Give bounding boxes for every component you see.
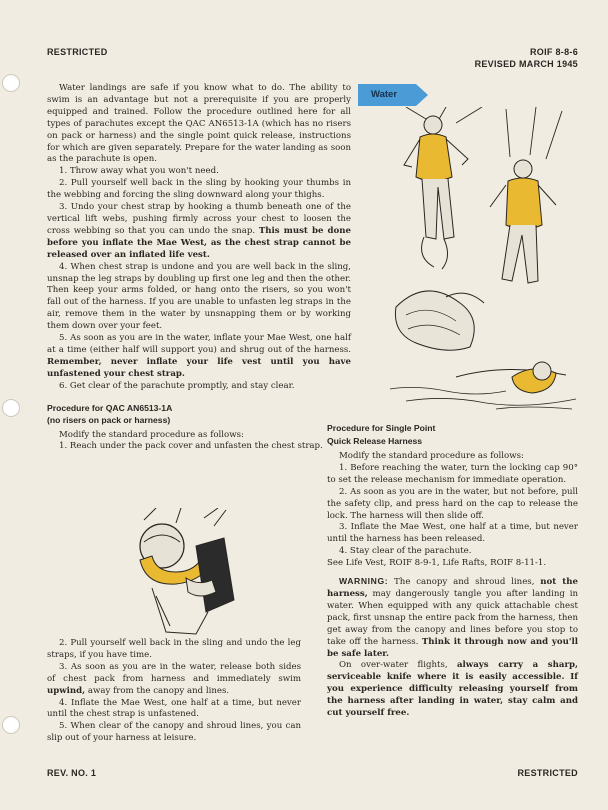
see-also-reference: See Life Vest, ROIF 8-9-1, Life Rafts, ROIF 8-11-1. [327, 558, 547, 569]
qac-step-5: 5. When clear of the canopy and shroud lines, you can slip out of your harness at leisure. [47, 721, 301, 744]
qac-step-1: 1. Reach under the pack cover and unfasten the chest strap. [59, 441, 323, 452]
punch-hole [2, 399, 20, 417]
spqr-step-1: 1. Before reaching the water, turn the locking cap 90° to set the release mechanism for immediate operation. [327, 462, 578, 485]
right-column-text [327, 422, 578, 720]
spqr-title-line-2: Quick Release Harness [327, 435, 423, 446]
step-1: 1. Throw away what you won't need. [59, 166, 219, 177]
overwater-paragraph: On over-water flights, always carry a sharp, serviceable knife where it is easily accessible. If you experience difficulty releasing yourself from the harness after landing in water, stay calm and cut yourself free. [327, 660, 578, 719]
punch-hole [2, 716, 20, 734]
qac-title: Procedure for QAC AN6513-1A [47, 402, 173, 413]
step-6: 6. Get clear of the parachute promptly, and stay clear. [59, 380, 295, 391]
qac-step-4: 4. Inflate the Mae West, one half at a time, but never until the chest strap is unfastened. [47, 697, 301, 720]
qac-step-2: 2. Pull yourself well back in the sling and undo the leg straps, if you have time. [47, 638, 301, 660]
chest-pack-illustration [126, 508, 244, 638]
section-tab-label: Water [371, 89, 398, 100]
step-5: 5. As soon as you are in the water, inflate your Mae West, one half at a time (either half will support you) and shrug out of the harness. Remember, never inflate your life vest until you have unfastened your chest strap. [47, 333, 351, 379]
left-column-text [47, 83, 351, 453]
intro-paragraph: Water landings are safe if you know what to do. The ability to swim is an advantage but not a prerequisite if you are properly equipped and trained. Follow the procedure outlined here for all types of parachutes except the QAC AN6513-1A (which has no risers on pack or harness) and the single point quick release, instructions for which are given separately. Prepare for the water landing as soon as the parachute is open. [47, 83, 351, 165]
spqr-intro: Modify the standard procedure as follows: [339, 451, 524, 461]
header-doc-number: ROIF 8-8-6 [529, 47, 578, 57]
footer-revision: REV. NO. 1 [47, 768, 97, 778]
spqr-step-4: 4. Stay clear of the parachute. [339, 546, 472, 557]
spqr-step-3: 3. Inflate the Mae West, one half at a time, but never until the harness has been released. [327, 522, 578, 545]
step-3: 3. Undo your chest strap by hooking a thumb beneath one of the vertical lift webs, pushing firmly across your chest to loosen the cross webbing so that you can undo the snap. This must be done before you inflate the Mae West, as the chest strap cannot be released over an inflated life vest. [47, 202, 351, 260]
qac-step-3: 3. As soon as you are in the water, release both sides of chest pack from harness and immediately swim upwind, away from the canopy and lines. [47, 661, 301, 696]
warning-paragraph: WARNING: The canopy and shroud lines, not the harness, may dangerously tangle you after landing in water. When equipped with any quick attachable chest pack, first unsnap the entire pack from the harness, then get away from the canopy and lines before you stop to take off the harness. Think it through now and you'll be safe later. [327, 576, 579, 659]
spqr-step-2: 2. As soon as you are in the water, but not before, pull the safety clip, and press hard on the cap to release the lock. The harness will then slide off. [327, 486, 578, 521]
footer-classification: RESTRICTED [517, 768, 578, 778]
parachutists-water-landing-illustration [386, 107, 582, 413]
header-revision-date: REVISED MARCH 1945 [474, 59, 578, 69]
step-2: 2. Pull yourself well back in the sling by hooking your thumbs in the webbing and forcing the sling downward along your thighs. [47, 178, 351, 201]
header-classification: RESTRICTED [47, 47, 108, 57]
step-4: 4. When chest strap is undone and you are well back in the sling, unsnap the leg straps by doubling up first one leg and then the other. Then keep your arms folded, or hang onto the risers, so you won't fall out of the harness. If you are unable to unfasten leg straps in the air, remove them in the water by unsnapping them or by working them down over your feet. [47, 261, 351, 332]
qac-intro: Modify the standard procedure as follows: [59, 429, 244, 440]
punch-hole [2, 74, 20, 92]
spqr-title-line-1: Procedure for Single Point [327, 423, 436, 433]
qac-subtitle: (no risers on pack or harness) [47, 415, 171, 426]
left-column-bottom-text [47, 638, 301, 745]
